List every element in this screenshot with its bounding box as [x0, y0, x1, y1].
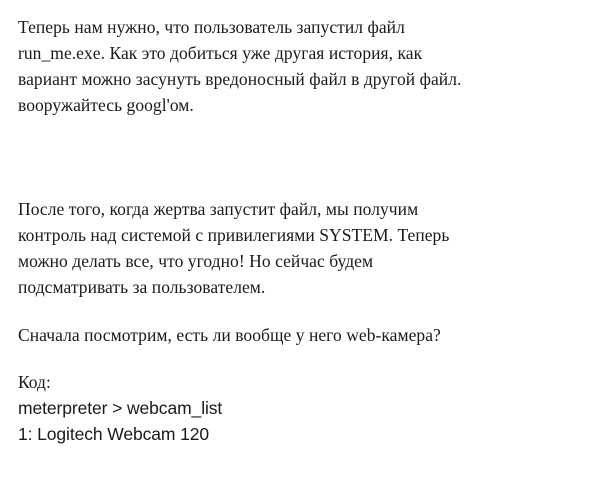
paragraph-after-launch-line-3: можно делать все, что угодно! Но сейчас будем	[18, 251, 374, 271]
paragraph-intro-line-1: Теперь нам нужно, что пользователь запустил файл	[18, 17, 405, 37]
code-command-line: meterpreter > webcam_list	[18, 398, 223, 418]
paragraph-intro-line-3: вариант можно засунуть вредоносный файл в другой файл.	[18, 69, 462, 89]
code-block	[18, 369, 582, 447]
paragraph-after-launch	[18, 196, 582, 300]
code-output-line: 1: Logitech Webcam 120	[18, 424, 210, 444]
paragraph-webcam-question	[18, 322, 582, 348]
paragraph-intro-line-4: вооружайтесь googl'ом.	[18, 95, 194, 115]
paragraph-webcam-question-line-1: Сначала посмотрим, есть ли вообще у него web-камера?	[18, 325, 441, 345]
paragraph-after-launch-line-4: подсматривать за пользователем.	[18, 277, 266, 297]
paragraph-intro-line-2: run_me.exe. Как это добиться уже другая история, как	[18, 43, 423, 63]
spacer-small-2	[18, 348, 582, 369]
spacer-large	[18, 118, 582, 196]
paragraph-after-launch-line-2: контроль над системой с привилегиями SYSTEM. Теперь	[18, 225, 450, 245]
spacer-small-1	[18, 300, 582, 322]
paragraph-after-launch-line-1: После того, когда жертва запустит файл, мы получим	[18, 199, 419, 219]
paragraph-intro	[18, 14, 582, 118]
code-label: Код:	[18, 372, 51, 392]
